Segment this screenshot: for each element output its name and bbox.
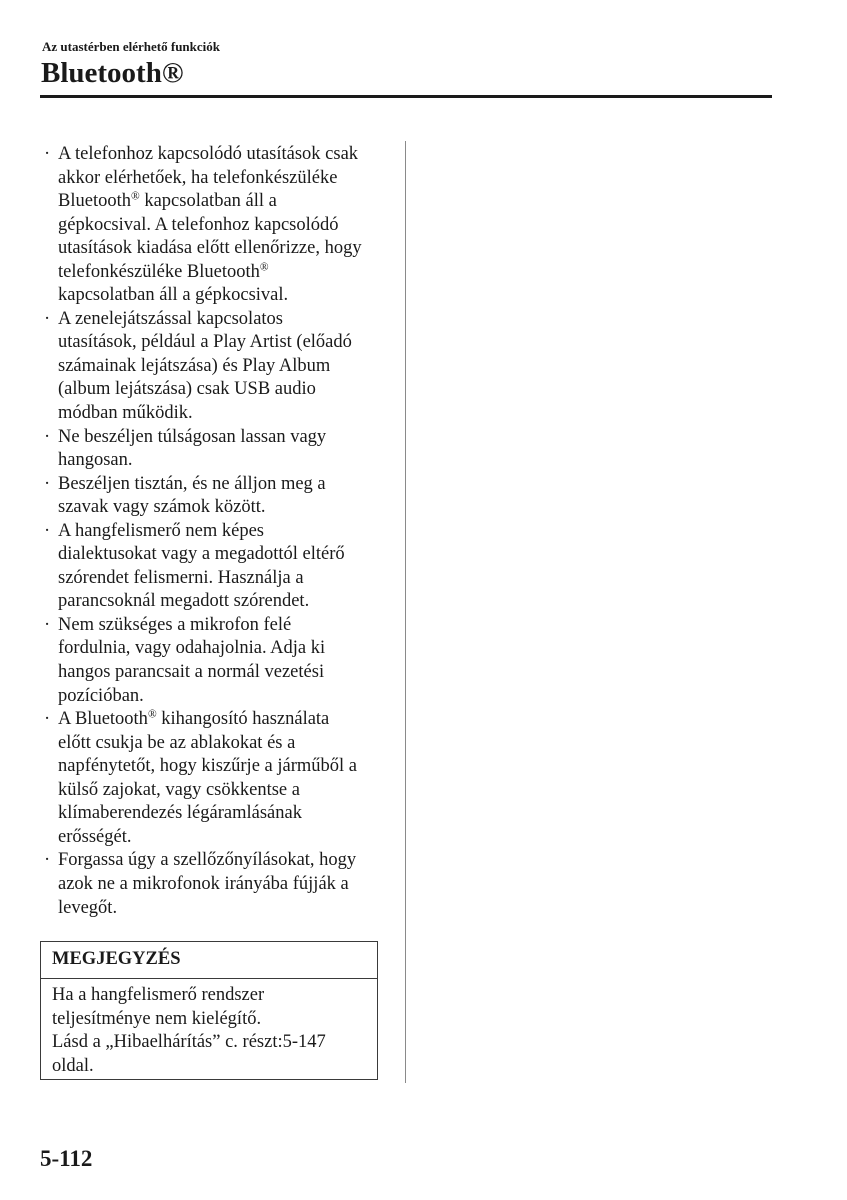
note-title: MEGJEGYZÉS — [41, 942, 377, 979]
bullet-line: Forgassa úgy a szellőzőnyílásokat, hogy — [58, 850, 357, 871]
bullet-line: akkor elérhetőek, ha telefonkészüléke — [58, 167, 338, 188]
column-divider — [405, 141, 406, 1083]
bullet-marker: · — [44, 850, 51, 871]
bullet-text: A Bluetooth — [58, 709, 148, 730]
bullet-item — [44, 426, 396, 473]
bullet-line: utasítások, például a Play Artist (előadó — [58, 332, 352, 353]
bullet-line — [58, 708, 396, 732]
bullet-line: Beszéljen tisztán, és ne álljon meg a — [58, 473, 326, 494]
bullet-line: utasítások kiadása előtt ellenőrizze, hogy — [58, 238, 362, 259]
note-line: Ha a hangfelismerő rendszer — [52, 985, 265, 1005]
bullet-line: szavak vagy számok között. — [58, 497, 266, 518]
bullet-line: szórendet felismerni. Használja a — [58, 567, 304, 588]
bullet-line — [58, 261, 396, 285]
bullet-item — [44, 308, 396, 426]
title-divider — [40, 95, 772, 98]
bullet-line: azok ne a mikrofonok irányába fújják a — [58, 873, 349, 894]
bullet-item — [44, 520, 396, 614]
bullet-line: hangos parancsait a normál vezetési — [58, 662, 325, 683]
page-number: 5-112 — [40, 1146, 93, 1171]
bullet-marker: · — [44, 144, 51, 164]
bullet-marker: · — [44, 308, 51, 329]
bullet-text: Bluetooth — [58, 191, 131, 212]
registered-mark: ® — [259, 261, 269, 274]
bullet-text: telefonkészüléke Bluetooth — [58, 261, 260, 282]
bullet-line: Ne beszéljen túlságosan lassan vagy — [58, 426, 327, 447]
bullet-line: A hangfelismerő nem képes — [58, 520, 265, 541]
bullet-item — [44, 708, 396, 849]
note-line: Lásd a „Hibaelhárítás” c. részt:5-147 — [52, 1032, 326, 1052]
bullet-item — [44, 143, 396, 308]
note-line: oldal. — [52, 1055, 94, 1076]
bullet-marker: · — [44, 473, 51, 494]
bullet-line: levegőt. — [58, 897, 118, 918]
bullet-line: dialektusokat vagy a megadottól eltérő — [58, 544, 345, 565]
bullet-text: kapcsolatban áll a — [139, 191, 277, 212]
bullet-line: erősségét. — [58, 826, 132, 847]
bullet-line — [58, 190, 396, 214]
bullet-line: Nem szükséges a mikrofon felé — [58, 614, 292, 635]
bullet-marker: · — [44, 709, 51, 730]
note-box — [40, 941, 378, 1080]
note-line: teljesítménye nem kielégítő. — [52, 1008, 262, 1029]
bullet-marker: · — [44, 426, 51, 447]
bullet-line: számainak lejátszása) és Play Album — [58, 355, 331, 376]
bullet-item — [44, 849, 396, 920]
bullet-marker: · — [44, 614, 51, 635]
bullet-line: hangosan. — [58, 450, 133, 471]
bullet-line: pozícióban. — [58, 685, 144, 706]
bullet-list — [44, 143, 396, 920]
bullet-line: módban működik. — [58, 403, 193, 424]
bullet-line: A telefonhoz kapcsolódó utasítások csak — [58, 144, 359, 164]
bullet-line: gépkocsival. A telefonhoz kapcsolódó — [58, 214, 339, 235]
bullet-line: (album lejátszása) csak USB audio — [58, 379, 316, 400]
bullet-item — [44, 473, 396, 520]
registered-mark: ® — [130, 190, 140, 203]
bullet-text: kihangosító használata — [156, 709, 330, 730]
note-body — [41, 979, 377, 1078]
bullet-line: klímaberendezés légáramlásának — [58, 803, 302, 824]
bullet-item — [44, 614, 396, 708]
bullet-line: A zenelejátszással kapcsolatos — [58, 308, 283, 329]
bullet-line: kapcsolatban áll a gépkocsival. — [58, 285, 289, 306]
bullet-marker: · — [44, 520, 51, 541]
bullet-line: fordulnia, vagy odahajolnia. Adja ki — [58, 638, 326, 659]
section-label: Az utastérben elérhető funkciók — [42, 39, 221, 54]
page-title: Bluetooth® — [41, 57, 184, 89]
bullet-line: külső zajokat, vagy csökkentse a — [58, 779, 300, 800]
bullet-line: parancsoknál megadott szórendet. — [58, 591, 310, 612]
bullet-line: napfénytetőt, hogy kiszűrje a járműből a — [58, 756, 357, 777]
bullet-line: előtt csukja be az ablakokat és a — [58, 732, 296, 753]
registered-mark: ® — [147, 708, 157, 721]
